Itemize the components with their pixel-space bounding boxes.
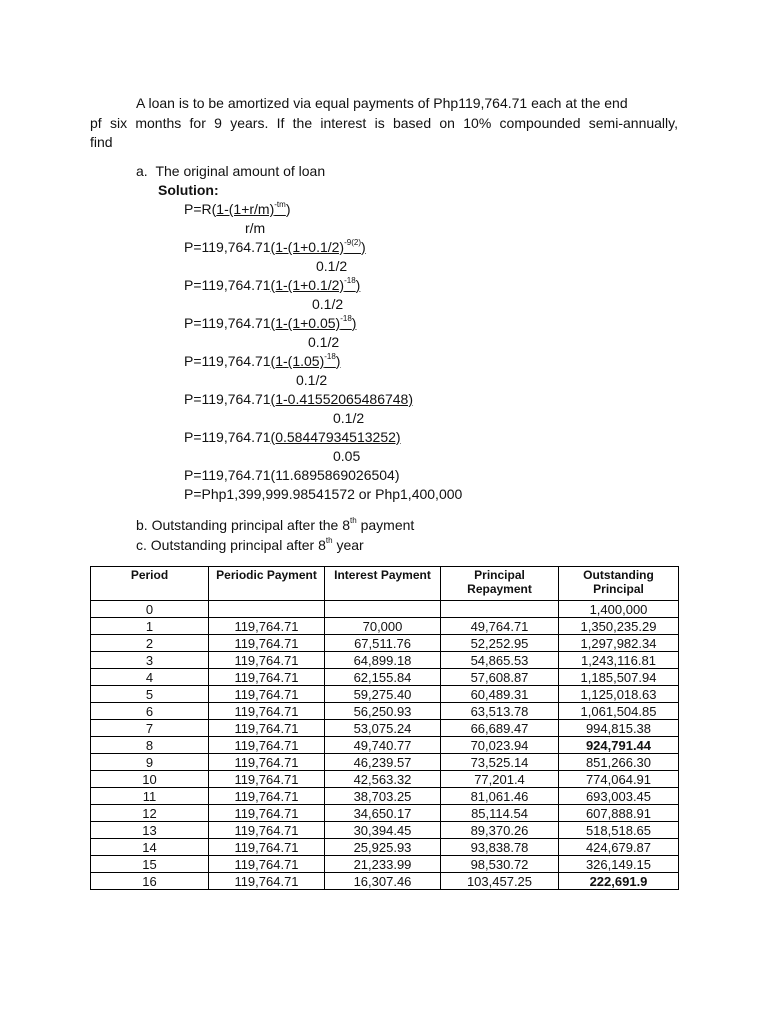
part-b-rest: payment bbox=[356, 517, 415, 533]
cell-periodic-payment: 119,764.71 bbox=[209, 720, 325, 737]
problem-line-1: A loan is to be amortized via equal payments of Php119,764.71 each at the end bbox=[136, 95, 628, 111]
step-numerator: (1-0.41552065486748) bbox=[270, 391, 414, 407]
header-periodic-payment: Periodic Payment bbox=[209, 567, 325, 601]
cell-principal-repayment: 98,530.72 bbox=[441, 856, 559, 873]
cell-principal-repayment: 52,252.95 bbox=[441, 635, 559, 652]
cell-outstanding-principal: 1,243,116.81 bbox=[559, 652, 679, 669]
cell-periodic-payment: 119,764.71 bbox=[209, 669, 325, 686]
cell-period: 5 bbox=[91, 686, 209, 703]
cell-period: 6 bbox=[91, 703, 209, 720]
cell-outstanding-principal: 994,815.38 bbox=[559, 720, 679, 737]
table-row bbox=[91, 805, 679, 822]
step-suffix: ) bbox=[335, 353, 341, 369]
solution-label: Solution: bbox=[158, 182, 219, 198]
cell-interest-payment: 30,394.45 bbox=[325, 822, 441, 839]
cell-interest-payment: 62,155.84 bbox=[325, 669, 441, 686]
cell-outstanding-principal: 222,691.9 bbox=[559, 873, 679, 890]
cell-principal-repayment: 60,489.31 bbox=[441, 686, 559, 703]
cell-period: 2 bbox=[91, 635, 209, 652]
problem-statement bbox=[90, 94, 678, 153]
table-row bbox=[91, 669, 679, 686]
header-principal-repayment: Principal Repayment bbox=[441, 567, 559, 601]
formula-suffix: ) bbox=[285, 201, 291, 217]
cell-periodic-payment: 119,764.71 bbox=[209, 754, 325, 771]
cell-periodic-payment: 119,764.71 bbox=[209, 822, 325, 839]
cell-periodic-payment bbox=[209, 601, 325, 618]
step-prefix: P=119,764.71 bbox=[184, 353, 271, 369]
part-c-text: c. Outstanding principal after 8 bbox=[136, 537, 326, 553]
cell-principal-repayment: 93,838.78 bbox=[441, 839, 559, 856]
step-exponent: -18 bbox=[340, 314, 352, 324]
cell-period: 13 bbox=[91, 822, 209, 839]
cell-principal-repayment: 103,457.25 bbox=[441, 873, 559, 890]
cell-period: 4 bbox=[91, 669, 209, 686]
step-exponent: -18 bbox=[344, 276, 356, 286]
cell-period: 8 bbox=[91, 737, 209, 754]
cell-interest-payment: 38,703.25 bbox=[325, 788, 441, 805]
part-c-rest: year bbox=[332, 537, 364, 553]
cell-interest-payment: 70,000 bbox=[325, 618, 441, 635]
part-c-sup: th bbox=[325, 536, 333, 546]
table-row bbox=[91, 737, 679, 754]
step-line bbox=[184, 428, 401, 446]
formula-numerator: 1-(1+r/m) bbox=[216, 201, 275, 217]
formula-exponent: -tm bbox=[274, 200, 286, 210]
cell-period: 15 bbox=[91, 856, 209, 873]
step-line bbox=[184, 238, 366, 256]
cell-principal-repayment: 85,114.54 bbox=[441, 805, 559, 822]
table-header-row bbox=[91, 567, 679, 601]
cell-outstanding-principal: 1,400,000 bbox=[559, 601, 679, 618]
cell-periodic-payment: 119,764.71 bbox=[209, 788, 325, 805]
cell-period: 10 bbox=[91, 771, 209, 788]
step-prefix: P=119,764.71 bbox=[184, 239, 271, 255]
cell-principal-repayment: 70,023.94 bbox=[441, 737, 559, 754]
cell-periodic-payment: 119,764.71 bbox=[209, 618, 325, 635]
cell-periodic-payment: 119,764.71 bbox=[209, 652, 325, 669]
part-c-question bbox=[136, 536, 364, 554]
cell-outstanding-principal: 424,679.87 bbox=[559, 839, 679, 856]
step-prefix: P=119,764.71 bbox=[184, 315, 271, 331]
table-body bbox=[91, 601, 679, 890]
header-interest-payment: Interest Payment bbox=[325, 567, 441, 601]
result-line-2: P=Php1,399,999.98541572 or Php1,400,000 bbox=[184, 486, 463, 502]
cell-interest-payment: 21,233.99 bbox=[325, 856, 441, 873]
part-a-label: a. bbox=[136, 163, 148, 179]
cell-interest-payment: 46,239.57 bbox=[325, 754, 441, 771]
table-row bbox=[91, 788, 679, 805]
cell-period: 0 bbox=[91, 601, 209, 618]
cell-periodic-payment: 119,764.71 bbox=[209, 856, 325, 873]
cell-interest-payment: 59,275.40 bbox=[325, 686, 441, 703]
cell-outstanding-principal: 693,003.45 bbox=[559, 788, 679, 805]
step-line bbox=[184, 276, 360, 294]
header-period: Period bbox=[91, 567, 209, 601]
cell-periodic-payment: 119,764.71 bbox=[209, 737, 325, 754]
cell-period: 7 bbox=[91, 720, 209, 737]
cell-interest-payment: 16,307.46 bbox=[325, 873, 441, 890]
step-prefix: P=119,764.71 bbox=[184, 391, 271, 407]
step-suffix: ) bbox=[351, 315, 357, 331]
cell-interest-payment: 56,250.93 bbox=[325, 703, 441, 720]
step-suffix: ) bbox=[360, 239, 366, 255]
table-row bbox=[91, 601, 679, 618]
problem-line-3: find bbox=[90, 134, 113, 150]
cell-principal-repayment: 57,608.87 bbox=[441, 669, 559, 686]
table-row bbox=[91, 822, 679, 839]
table-row bbox=[91, 652, 679, 669]
step-numerator: (1-(1+0.1/2) bbox=[270, 239, 345, 255]
cell-period: 14 bbox=[91, 839, 209, 856]
cell-principal-repayment: 77,201.4 bbox=[441, 771, 559, 788]
cell-interest-payment: 53,075.24 bbox=[325, 720, 441, 737]
table-row bbox=[91, 754, 679, 771]
formula-prefix: P=R( bbox=[184, 201, 217, 217]
cell-period: 3 bbox=[91, 652, 209, 669]
cell-period: 11 bbox=[91, 788, 209, 805]
cell-outstanding-principal: 774,064.91 bbox=[559, 771, 679, 788]
table-row bbox=[91, 720, 679, 737]
step-exponent: -9(2) bbox=[344, 238, 361, 248]
step-denominator: 0.1/2 bbox=[296, 372, 328, 388]
cell-principal-repayment: 73,525.14 bbox=[441, 754, 559, 771]
table-row bbox=[91, 856, 679, 873]
formula-denominator: r/m bbox=[245, 220, 266, 236]
cell-periodic-payment: 119,764.71 bbox=[209, 873, 325, 890]
header-outstanding-principal: Outstanding Principal bbox=[559, 567, 679, 601]
cell-outstanding-principal: 1,185,507.94 bbox=[559, 669, 679, 686]
cell-interest-payment: 25,925.93 bbox=[325, 839, 441, 856]
cell-period: 1 bbox=[91, 618, 209, 635]
step-numerator: (1-(1.05) bbox=[270, 353, 325, 369]
amortization-table bbox=[90, 566, 679, 890]
cell-outstanding-principal: 1,350,235.29 bbox=[559, 618, 679, 635]
step-numerator: (0.58447934513252) bbox=[270, 429, 401, 445]
cell-outstanding-principal: 518,518.65 bbox=[559, 822, 679, 839]
table-row bbox=[91, 618, 679, 635]
problem-line-2: pf six months for 9 years. If the interest is based on 10% compounded semi-annually, bbox=[90, 114, 678, 131]
cell-interest-payment: 42,563.32 bbox=[325, 771, 441, 788]
table-row bbox=[91, 873, 679, 890]
part-a-heading bbox=[136, 162, 325, 180]
cell-period: 12 bbox=[91, 805, 209, 822]
step-numerator: (1-(1+0.05) bbox=[270, 315, 341, 331]
cell-period: 16 bbox=[91, 873, 209, 890]
cell-outstanding-principal: 1,125,018.63 bbox=[559, 686, 679, 703]
result-line-1: P=119,764.71(11.6895869026504) bbox=[184, 467, 400, 483]
table-row bbox=[91, 635, 679, 652]
cell-principal-repayment: 89,370.26 bbox=[441, 822, 559, 839]
cell-principal-repayment: 63,513.78 bbox=[441, 703, 559, 720]
cell-outstanding-principal: 924,791.44 bbox=[559, 737, 679, 754]
cell-interest-payment bbox=[325, 601, 441, 618]
step-exponent: -18 bbox=[324, 352, 336, 362]
step-denominator: 0.1/2 bbox=[308, 334, 340, 350]
cell-principal-repayment: 54,865.53 bbox=[441, 652, 559, 669]
cell-interest-payment: 67,511.76 bbox=[325, 635, 441, 652]
cell-periodic-payment: 119,764.71 bbox=[209, 686, 325, 703]
step-line bbox=[184, 390, 413, 408]
cell-period: 9 bbox=[91, 754, 209, 771]
step-suffix: ) bbox=[355, 277, 361, 293]
table-row bbox=[91, 771, 679, 788]
cell-outstanding-principal: 1,297,982.34 bbox=[559, 635, 679, 652]
cell-interest-payment: 34,650.17 bbox=[325, 805, 441, 822]
table-row bbox=[91, 839, 679, 856]
step-prefix: P=119,764.71 bbox=[184, 429, 271, 445]
step-denominator: 0.1/2 bbox=[312, 296, 344, 312]
step-prefix: P=119,764.71 bbox=[184, 277, 271, 293]
cell-outstanding-principal: 607,888.91 bbox=[559, 805, 679, 822]
cell-periodic-payment: 119,764.71 bbox=[209, 703, 325, 720]
cell-interest-payment: 49,740.77 bbox=[325, 737, 441, 754]
cell-principal-repayment: 49,764.71 bbox=[441, 618, 559, 635]
cell-principal-repayment: 81,061.46 bbox=[441, 788, 559, 805]
step-line bbox=[184, 352, 340, 370]
cell-outstanding-principal: 326,149.15 bbox=[559, 856, 679, 873]
step-denominator: 0.1/2 bbox=[316, 258, 348, 274]
part-b-sup: th bbox=[350, 516, 357, 526]
cell-outstanding-principal: 1,061,504.85 bbox=[559, 703, 679, 720]
part-b-question bbox=[136, 516, 414, 534]
cell-principal-repayment bbox=[441, 601, 559, 618]
cell-periodic-payment: 119,764.71 bbox=[209, 771, 325, 788]
step-numerator: (1-(1+0.1/2) bbox=[270, 277, 345, 293]
table-row bbox=[91, 703, 679, 720]
table-row bbox=[91, 686, 679, 703]
part-b-text: b. Outstanding principal after the 8 bbox=[136, 517, 351, 533]
cell-principal-repayment: 66,689.47 bbox=[441, 720, 559, 737]
cell-interest-payment: 64,899.18 bbox=[325, 652, 441, 669]
formula-line bbox=[184, 200, 290, 218]
cell-periodic-payment: 119,764.71 bbox=[209, 635, 325, 652]
cell-outstanding-principal: 851,266.30 bbox=[559, 754, 679, 771]
cell-periodic-payment: 119,764.71 bbox=[209, 805, 325, 822]
cell-periodic-payment: 119,764.71 bbox=[209, 839, 325, 856]
step-denominator: 0.1/2 bbox=[333, 410, 365, 426]
part-a-text: The original amount of loan bbox=[155, 163, 326, 179]
step-denominator: 0.05 bbox=[333, 448, 361, 464]
step-line bbox=[184, 314, 356, 332]
